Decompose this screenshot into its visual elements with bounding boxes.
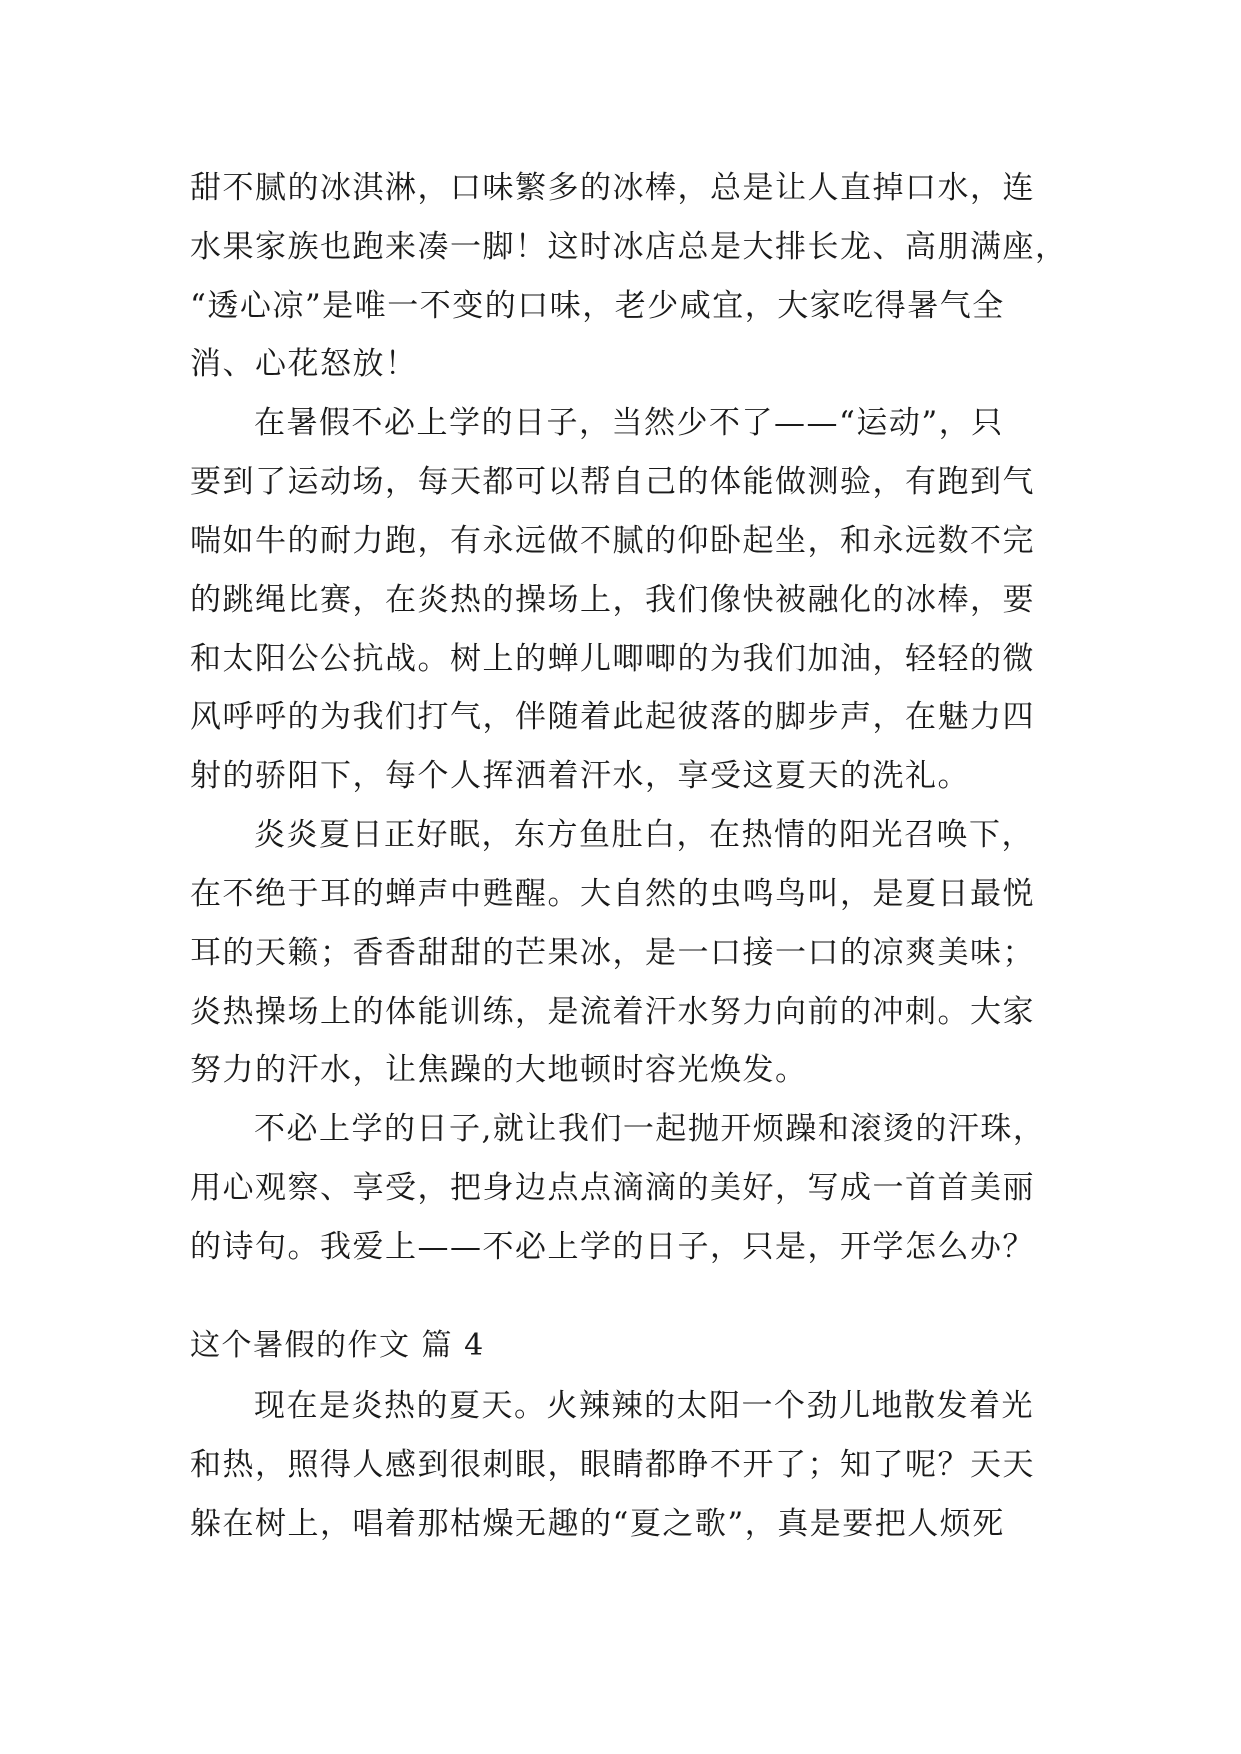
text-line: 要到了运动场，每天都可以帮自己的体能做测验，有跑到气 <box>190 464 1035 500</box>
paragraph-first-line: 炎炎夏日正好眠，东方鱼肚白，在热情的阳光召唤下， <box>254 817 1034 853</box>
section-heading: 这个暑假的作文 篇 4 <box>190 1328 485 1363</box>
text-line: 和热，照得人感到很刺眼，眼睛都睁不开了；知了呢？天天 <box>190 1447 1035 1483</box>
text-line: 在不绝于耳的蝉声中甦醒。大自然的虫鸣鸟叫，是夏日最悦 <box>190 876 1035 912</box>
text-line: “透心凉”是唯一不变的口味，老少咸宜，大家吃得暑气全 <box>190 288 1005 324</box>
text-line: 消、心花怒放！ <box>190 346 418 382</box>
text-line: 风呼呼的为我们打气，伴随着此起彼落的脚步声，在魅力四 <box>190 699 1035 735</box>
text-line: 炎热操场上的体能训练，是流着汗水努力向前的冲刺。大家 <box>190 994 1035 1030</box>
text-line: 努力的汗水，让焦躁的大地顿时容光焕发。 <box>190 1052 808 1088</box>
paragraph-first-line: 不必上学的日子,就让我们一起抛开烦躁和滚烫的汗珠， <box>254 1111 1046 1147</box>
text-line: 和太阳公公抗战。树上的蝉儿唧唧的为我们加油，轻轻的微 <box>190 641 1035 677</box>
text-line: 甜不腻的冰淇淋，口味繁多的冰棒，总是让人直掉口水，连 <box>190 170 1035 206</box>
text-line: 射的骄阳下，每个人挥洒着汗水，享受这夏天的洗礼。 <box>190 758 970 794</box>
paragraph-first-line: 现在是炎热的夏天。火辣辣的太阳一个劲儿地散发着光 <box>254 1388 1034 1424</box>
text-line: 喘如牛的耐力跑，有永远做不腻的仰卧起坐，和永远数不完 <box>190 523 1035 559</box>
text-line: 用心观察、享受，把身边点点滴滴的美好，写成一首首美丽 <box>190 1170 1035 1206</box>
paragraph-first-line: 在暑假不必上学的日子，当然少不了——“运动”，只 <box>254 405 1004 441</box>
text-line: 躲在树上，唱着那枯燥无趣的“夏之歌”，真是要把人烦死 <box>190 1506 1005 1542</box>
text-line: 的跳绳比赛，在炎热的操场上，我们像快被融化的冰棒，要 <box>190 582 1035 618</box>
text-line: 耳的天籁；香香甜甜的芒果冰，是一口接一口的凉爽美味； <box>190 935 1035 971</box>
text-line: 的诗句。我爱上——不必上学的日子，只是，开学怎么办？ <box>190 1229 1035 1265</box>
text-line: 水果家族也跑来凑一脚！这时冰店总是大排长龙、高朋满座， <box>190 229 1068 265</box>
